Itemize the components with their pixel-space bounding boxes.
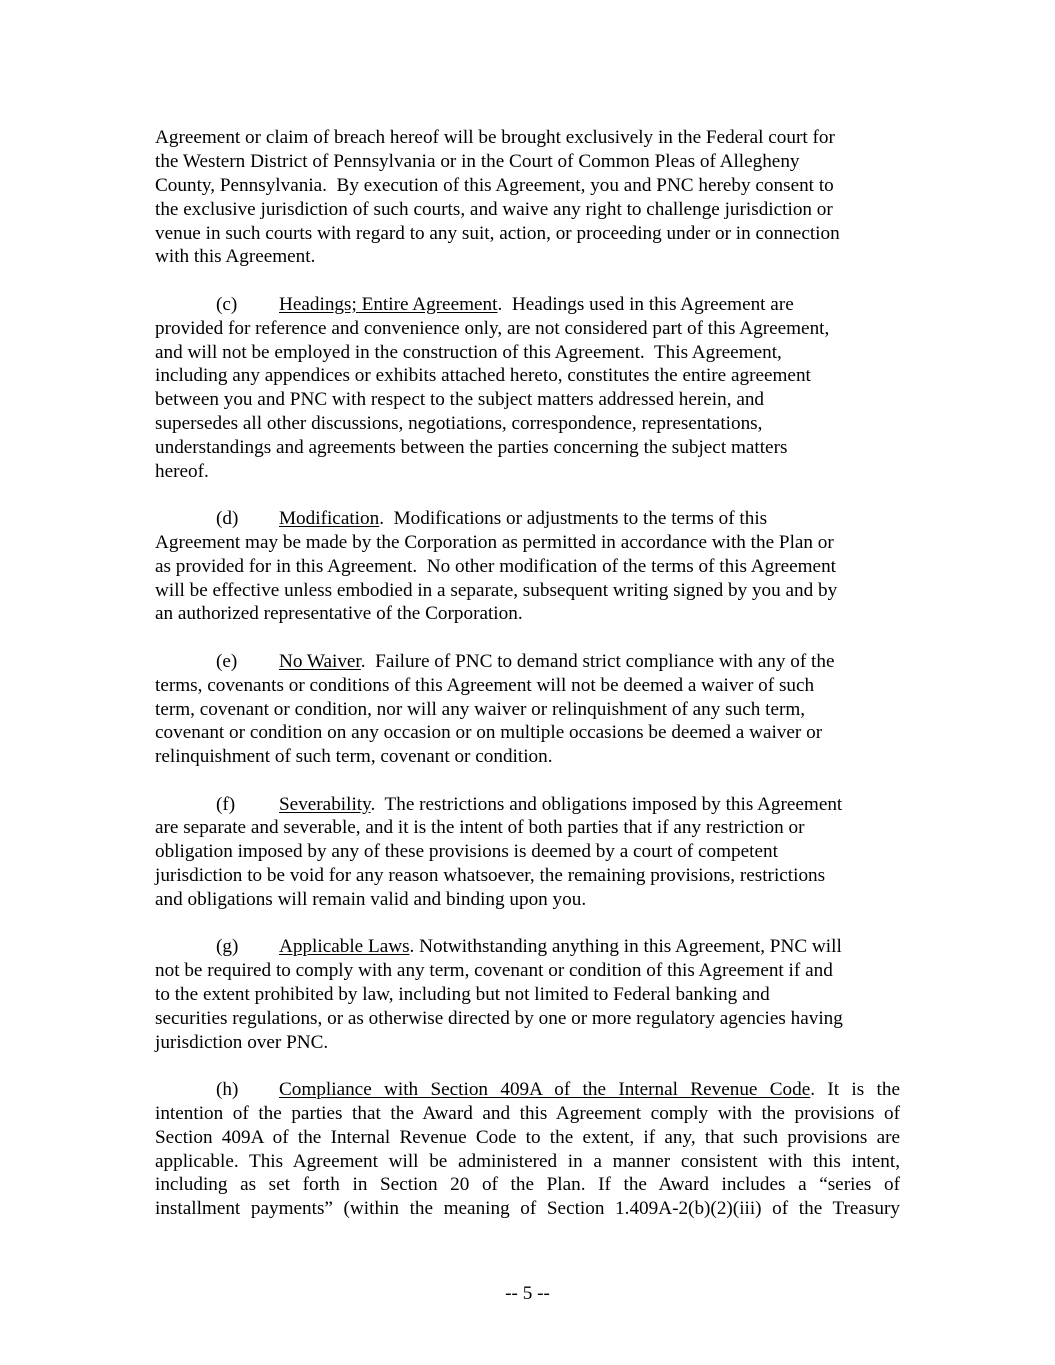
page-number: -- 5 -- — [505, 1283, 550, 1304]
section-heading: Modification — [279, 508, 380, 529]
section-first-line-text: . Modifications or adjustments to the terms of this — [379, 508, 768, 529]
section-label: (e) — [216, 651, 238, 672]
text-line: are separate and severable, and it is the intent of both parties that if any restriction or — [155, 817, 805, 838]
section-first-line — [216, 793, 842, 817]
section-label: (f) — [216, 794, 236, 815]
section-first-line — [216, 507, 767, 531]
section-heading: Severability — [279, 794, 371, 815]
text-line: including as set forth in Section 20 of the Plan. If the Award includes a “series of — [155, 1174, 900, 1195]
text-line: relinquishment of such term, covenant or condition. — [155, 746, 553, 767]
section-heading: Headings; Entire Agreement — [279, 294, 498, 315]
text-line: Agreement may be made by the Corporation as permitted in accordance with the Plan or — [155, 532, 834, 553]
text-line: including any appendices or exhibits attached hereto, constitutes the entire agreement — [155, 365, 811, 386]
section-first-line-text: . Notwithstanding anything in this Agreement, PNC will — [409, 936, 842, 957]
text-line: provided for reference and convenience only, are not considered part of this Agreement, — [155, 318, 830, 339]
text-line: and will not be employed in the construction of this Agreement. This Agreement, — [155, 342, 782, 363]
section-first-line — [216, 1078, 900, 1102]
text-line: jurisdiction to be void for any reason whatsoever, the remaining provisions, restrictions — [155, 865, 826, 886]
text-line: installment payments” (within the meaning of Section 1.409A-2(b)(2)(iii) of the Treasury — [155, 1198, 900, 1219]
text-line: obligation imposed by any of these provisions is deemed by a court of competent — [155, 841, 778, 862]
text-line: between you and PNC with respect to the subject matters addressed herein, and — [155, 389, 765, 410]
text-line: applicable. This Agreement will be administered in a manner consistent with this intent, — [155, 1151, 900, 1172]
section-first-line-text: . It is the — [810, 1079, 900, 1100]
text-line: Agreement or claim of breach hereof will be brought exclusively in the Federal court for — [155, 127, 835, 148]
text-line: and obligations will remain valid and binding upon you. — [155, 889, 587, 910]
text-line: supersedes all other discussions, negotiations, correspondence, representations, — [155, 413, 763, 434]
text-line: venue in such courts with regard to any suit, action, or proceeding under or in connection — [155, 223, 840, 244]
section-heading: No Waiver — [279, 651, 361, 672]
section-first-line — [216, 650, 835, 674]
section-label: (d) — [216, 508, 239, 529]
text-line: County, Pennsylvania. By execution of this Agreement, you and PNC hereby consent to — [155, 175, 834, 196]
text-line: to the extent prohibited by law, including but not limited to Federal banking and — [155, 984, 770, 1005]
text-line: understandings and agreements between the parties concerning the subject matters — [155, 437, 788, 458]
text-line: term, covenant or condition, nor will any waiver or relinquishment of any such term, — [155, 699, 806, 720]
section-heading: Compliance with Section 409A of the Internal Revenue Code — [279, 1079, 811, 1100]
text-line: securities regulations, or as otherwise directed by one or more regulatory agencies having — [155, 1008, 843, 1029]
section-first-line — [216, 935, 842, 959]
text-line: covenant or condition on any occasion or on multiple occasions be deemed a waiver or — [155, 722, 823, 743]
text-line: the Western District of Pennsylvania or in the Court of Common Pleas of Allegheny — [155, 151, 800, 172]
text-line: intention of the parties that the Award and this Agreement comply with the provisions of — [155, 1103, 900, 1124]
section-label: (g) — [216, 936, 239, 957]
text-line: the exclusive jurisdiction of such courts, and waive any right to challenge jurisdiction or — [155, 199, 833, 220]
text-line: as provided for in this Agreement. No other modification of the terms of this Agreement — [155, 556, 836, 577]
text-line: terms, covenants or conditions of this Agreement will not be deemed a waiver of such — [155, 675, 815, 696]
section-first-line — [216, 293, 794, 317]
section-first-line-text: . The restrictions and obligations imposed by this Agreement — [370, 794, 843, 815]
text-line: an authorized representative of the Corporation. — [155, 603, 523, 624]
text-line: hereof. — [155, 461, 209, 482]
section-first-line-text: . Failure of PNC to demand strict compliance with any of the — [360, 651, 835, 672]
section-first-line-text: . Headings used in this Agreement are — [497, 294, 794, 315]
section-label: (h) — [216, 1079, 239, 1100]
text-line: jurisdiction over PNC. — [155, 1032, 329, 1053]
section-heading: Applicable Laws — [279, 936, 410, 957]
section-label: (c) — [216, 294, 238, 315]
text-line: not be required to comply with any term, covenant or condition of this Agreement if and — [155, 960, 833, 981]
text-line: will be effective unless embodied in a separate, subsequent writing signed by you and by — [155, 580, 838, 601]
text-line: Section 409A of the Internal Revenue Code to the extent, if any, that such provisions are — [155, 1127, 900, 1148]
text-line: with this Agreement. — [155, 246, 316, 267]
